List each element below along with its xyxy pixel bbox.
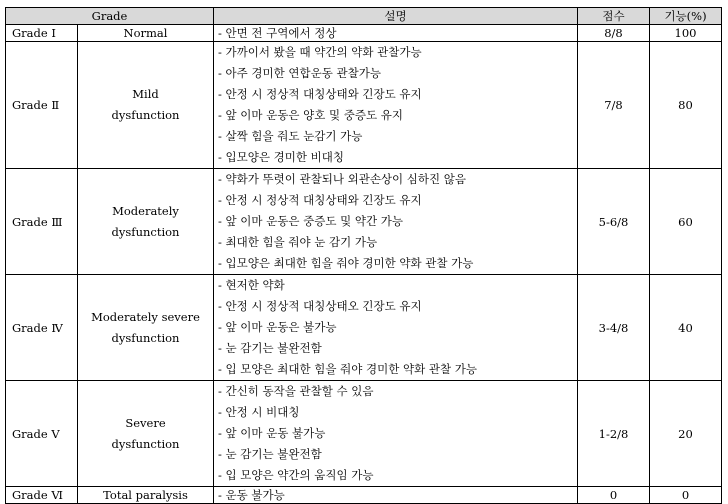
- severity-text: Moderately severe: [91, 309, 200, 324]
- grade-cell: Grade Ⅲ: [6, 169, 78, 275]
- severity-text: dysfunction: [111, 224, 180, 239]
- description-line: - 현저한 약화: [218, 278, 285, 292]
- severity-text: dysfunction: [111, 108, 180, 122]
- grade-cell: Grade Ⅳ: [6, 275, 78, 381]
- score-cell: 1-2/8: [578, 381, 650, 487]
- severity-text: Moderately: [112, 203, 179, 218]
- description-cell: [214, 381, 578, 487]
- severity-cell: [78, 42, 214, 169]
- header-description: 설명: [214, 8, 578, 25]
- description-line: - 간신히 동작을 관찰할 수 있음: [218, 384, 374, 398]
- description-line: - 약화가 뚜렷이 관찰되나 외관손상이 심하진 않음: [218, 172, 466, 186]
- grade-cell: Grade Ⅰ: [6, 25, 78, 42]
- description-cell: [214, 487, 578, 504]
- description-line: - 입 모양은 약간의 움직임 가능: [218, 468, 374, 482]
- description-line: - 입모양은 경미한 비대칭: [218, 150, 344, 164]
- table-row: [6, 381, 722, 487]
- severity-text: dysfunction: [111, 436, 180, 451]
- description-line: - 안정 시 정상적 대칭상태오 긴장도 유지: [218, 299, 422, 313]
- function-cell: 0: [650, 487, 722, 504]
- description-line: - 앞 이마 운동 불가능: [218, 426, 326, 440]
- function-cell: 40: [650, 275, 722, 381]
- score-cell: 8/8: [578, 25, 650, 42]
- description-cell: [214, 169, 578, 275]
- table-row: [6, 275, 722, 381]
- severity-cell: [78, 25, 214, 42]
- description-line: - 입모양은 최대한 힘을 줘야 경미한 약화 관찰 가능: [218, 256, 474, 270]
- function-cell: 100: [650, 25, 722, 42]
- severity-cell: [78, 487, 214, 504]
- header-score: 점수: [578, 8, 650, 25]
- severity-cell: [78, 169, 214, 275]
- table-row: [6, 169, 722, 275]
- severity-text: Severe: [125, 415, 166, 430]
- grade-cell: Grade Ⅱ: [6, 42, 78, 169]
- description-line: - 아주 경미한 연합운동 관찰가능: [218, 66, 381, 80]
- description-line: - 눈 감기는 불완전함: [218, 447, 322, 461]
- description-line: - 앞 이마 운동은 양호 및 중증도 유지: [218, 108, 403, 122]
- description-line: - 안정 시 정상적 대칭상태와 긴장도 유지: [218, 87, 422, 101]
- description-cell: [214, 275, 578, 381]
- score-cell: 5-6/8: [578, 169, 650, 275]
- function-cell: 60: [650, 169, 722, 275]
- grade-cell: Grade Ⅴ: [6, 381, 78, 487]
- severity-text: dysfunction: [111, 330, 180, 345]
- score-cell: 7/8: [578, 42, 650, 169]
- severity-cell: [78, 275, 214, 381]
- function-cell: 80: [650, 42, 722, 169]
- description-line: - 살짝 힘을 줘도 눈감기 가능: [218, 129, 363, 143]
- description-line: - 안정 시 정상적 대칭상태와 긴장도 유지: [218, 193, 422, 207]
- table-header-row: [6, 8, 722, 25]
- grade-cell: Grade Ⅵ: [6, 487, 78, 504]
- function-cell: 20: [650, 381, 722, 487]
- score-cell: 3-4/8: [578, 275, 650, 381]
- description-line: - 안정 시 비대칭: [218, 405, 300, 419]
- severity-cell: [78, 381, 214, 487]
- description-line: - 눈 감기는 불완전함: [218, 341, 322, 355]
- description-line: - 안면 전 구역에서 정상: [218, 26, 337, 40]
- description-line: - 입 모양은 최대한 힘을 줘야 경미한 약화 관찰 가능: [218, 362, 477, 376]
- description-cell: [214, 25, 578, 42]
- description-line: - 최대한 힘을 줘야 눈 감기 가능: [218, 235, 378, 249]
- table-row: [6, 25, 722, 42]
- header-grade: Grade: [6, 8, 214, 25]
- score-cell: 0: [578, 487, 650, 504]
- header-function: 기능(%): [650, 8, 722, 25]
- table-row: [6, 42, 722, 169]
- severity-text: Normal: [123, 26, 168, 40]
- description-line: - 앞 이마 운동은 중증도 및 약간 가능: [218, 214, 403, 228]
- grading-table: [5, 7, 722, 504]
- description-cell: [214, 42, 578, 169]
- description-line: - 가까이서 봤을 때 약간의 약화 관찰가능: [218, 45, 422, 59]
- severity-text: Mild: [132, 87, 159, 101]
- severity-text: Total paralysis: [103, 488, 188, 502]
- description-line: - 운동 불가능: [218, 488, 285, 502]
- table-row: [6, 487, 722, 504]
- description-line: - 앞 이마 운동은 불가능: [218, 320, 337, 334]
